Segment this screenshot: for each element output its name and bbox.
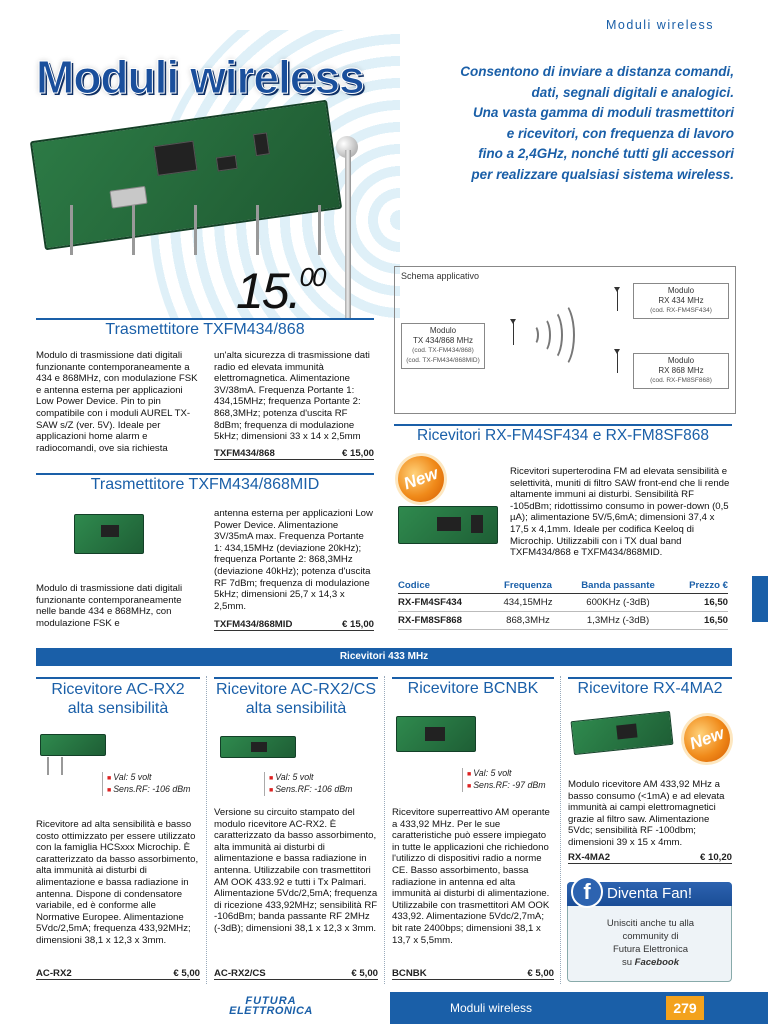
- bcnbk-title: Ricevitore BCNBK: [407, 680, 539, 697]
- acrx2cs-specs: ■ Val: 5 volt ■ Sens.RF: -106 dBm: [264, 772, 352, 796]
- acrx2cs-desc: Versione su circuito stampato del modulo ricevitore AC-RX2. È caratterizzato da basso assorbimento, alta immunità ai disturbi di alimentazione e bassa radiazione in antenna. Utilizzabile con trasmettitori AM OOK 433.92 e tutti i Tx Palmari. Alimentazione 5Vdc/2,5mA; frequenza di ricezione 433,92MHz; sensibilità RF -106dBm; banda passante RF 2MHz (-3dB); dimensioni 38,1 x 12,3 x 3mm.: [214, 807, 378, 934]
- acrx2cs-title: Ricevitore AC-RX2/CS alta sensibilità: [215, 681, 377, 717]
- table-row: RX-FM8SF868 868,3MHz 1,3MHz (-3dB) 16,50: [398, 612, 728, 630]
- bcnbk-priceline: BCNBK € 5,00: [392, 968, 554, 979]
- fan-text: Unisciti anche tu alla community di Futura Elettronica su Facebook: [606, 918, 695, 968]
- section-title: Moduli wireless: [606, 18, 714, 32]
- bcnbk-specs: ■ Val: 5 volt ■ Sens.RF: -97 dBm: [462, 768, 546, 792]
- rx4ma2-board-image: [570, 711, 673, 755]
- category-bar: Ricevitori 433 MHz: [36, 648, 732, 666]
- schema-rx868-box: Modulo RX 868 MHz (cod. RX-FM8SF868): [633, 353, 729, 389]
- page-number: 279: [666, 996, 704, 1020]
- rx4ma2-title: Ricevitore RX-4MA2: [577, 680, 723, 697]
- rxfm-board-image: [398, 506, 498, 544]
- fan-title: Diventa Fan!: [607, 885, 693, 902]
- acrx2cs-priceline: AC-RX2/CS € 5,00: [214, 968, 378, 979]
- tx1-desc-1: Modulo di trasmissione dati digitali funzionante contemporaneamente a 434 e 868MHz, con modulazione FSK e antenna esterna per applicazioni Low Power Device. Pin to pin compatibile con i moduli AUREL TX-SAW s/Z (ver. 5V). Ideale per applicazioni home alarm e radiocomandi, ove sia richiesta: [36, 350, 198, 454]
- schema-rx434-box: Modulo RX 434 MHz (cod. RX-FM4SF434): [633, 283, 729, 319]
- schema-tx-box: Modulo TX 434/868 MHz (cod. TX-FM434/868) (cod. TX-FM434/868MID): [401, 323, 485, 369]
- acrx2-priceline: AC-RX2 € 5,00: [36, 968, 200, 979]
- intro-text: Consentono di inviare a distanza comandi, dati, segnali digitali e analogici. Una vasta gamma di moduli trasmettitori e ricevitori, con frequenza di lavoro fino a 2,4GHz, nonché tutti gli accessori per realizzare qualsiasi sistema wireless.: [460, 64, 734, 182]
- side-tab: [752, 576, 768, 622]
- rxfm-desc: Ricevitori superterodina FM ad elevata sensibilità e selettività, muniti di filtro SAW front-end che li rende altamente immuni ai disturbi. Sensibilità RF -105dBm; ridottissimo consumo in power-down (0,5 µA); alimentazione 5V/5,6mA; dimensioni 37,4 x 17,5 x 4,1mm. Ideale per codifica Keeloq di Microchip. Utilizzabili con i TX dual band TXFM434/868 e TXFM434/868MID.: [510, 466, 730, 559]
- new-badge: New: [678, 710, 737, 769]
- rxfm-title: Ricevitori RX-FM4SF434 e RX-FM8SF868: [417, 427, 709, 444]
- acrx2-desc: Ricevitore ad alta sensibilità e basso costo ottimizzato per essere utilizzato con la famiglia HCSxxx Microchip. È caratterizzato da basso assorbimento, alta immunità ai disturbi di alimentazione e bassa radiazione in antenna. Dispone di condensatore variabile, ed è conforme alle Normative Europee. Alimentazione 5Vdc/2,5mA; frequenza 433,92MHz; dimensioni 38,1 x 12,3 x 3mm.: [36, 819, 199, 946]
- tx2-priceline: TXFM434/868MID € 15,00: [214, 619, 374, 630]
- futura-logo: FUTURA ELETTRONICA: [229, 995, 313, 1017]
- rxfm-table: Codice Frequenza Banda passante Prezzo € RX-FM4SF434 434,15MHz 600KHz (-3dB) 16,50 RX-FM8SF868 868,3MHz 1,3MHz (-3dB) 16,50: [398, 578, 728, 630]
- acrx2-board-image: [40, 734, 106, 756]
- rx4ma2-priceline: RX-4MA2 € 10,20: [568, 852, 732, 863]
- tx2-board-image: [74, 514, 144, 554]
- module-pins: [70, 205, 340, 255]
- facebook-icon: f: [571, 876, 603, 908]
- tx2-title: Trasmettitore TXFM434/868MID: [90, 476, 320, 493]
- footer-label: Moduli wireless: [450, 1001, 533, 1015]
- rx4ma2-desc: Modulo ricevitore AM 433,92 MHz a basso consumo (<1mA) e ad elevata immunità ai campi elettromagnetici grazie al filtro saw. Alimentazione 5Vdc; sensibilità RF -100dbm; dimensioni 39 x 15 x 4mm.: [568, 779, 725, 848]
- acrx2-title: Ricevitore AC-RX2 alta sensibilità: [51, 681, 185, 717]
- footer-bar: [390, 992, 768, 1024]
- acrx2-specs: ■ Val: 5 volt ■ Sens.RF: -106 dBm: [102, 772, 190, 796]
- tx1-title: Trasmettitore TXFM434/868: [105, 321, 305, 338]
- table-row: RX-FM4SF434 434,15MHz 600KHz (-3dB) 16,50: [398, 594, 728, 612]
- hero-price: 15.00: [236, 262, 325, 319]
- new-badge: New: [392, 450, 451, 509]
- antenna-mast: [345, 150, 351, 320]
- application-schema: Schema applicativo Modulo TX 434/868 MHz (cod. TX-FM434/868) (cod. TX-FM434/868MID) Modulo RX 434 MHz (cod. RX-FM4SF434) Modulo RX 868 MHz (cod. RX-FM8SF868): [394, 266, 736, 414]
- tx1-priceline: TXFM434/868 € 15,00: [214, 448, 374, 459]
- bcnbk-desc: Ricevitore superreattivo AM operante a 433,92 MHz. Per le sue caratteristiche può essere impiegato in tutte le applicazioni che richiedono l'utilizzo di dispositivi radio a norme CE. Basso assorbimento, bassa radiazione in antenna ed alta immunità ai disturbi di alimentazione. Utilizzabile con trasmettitori AM OOK 433,92. Alimentazione 5Vdc/2,7mA; bit rate 2400bps; dimensioni 38,1 x 13,7 x 5,5mm.: [392, 807, 550, 946]
- acrx2cs-board-image: [220, 736, 296, 758]
- tx2-desc-2: antenna esterna per applicazioni Low Power Device. Alimentazione 3V/35mA max. Frequenza Portante 1: 434,15MHz (deviazione 20kHz); frequenza Portante 2: 868,3MHz (deviazione 40kHz); potenza d'uscita RF 7dBm; frequenza di modulazione 5kHz; dimensioni 25,7 x 14,3 x 2,5mm.: [214, 508, 373, 612]
- page-title: Moduli wireless: [36, 51, 364, 103]
- tx1-desc-2: un'alta sicurezza di trasmissione dati radio ed elevata immunità elettromagnetica. Alimentazione 3V/38mA. Frequenza Portante 1: 434,15MHz; frequenza Portante 2: 868,3MHz; potenza d'uscita RF 8dBm; frequenza di modulazione 5kHz; dimensioni 33 x 14 x 2,5mm: [214, 350, 370, 443]
- tx2-desc-1: Modulo di trasmissione dati digitali funzionante contemporaneamente nelle bande 434 e 868MHz, con modulazione FSK e: [36, 583, 183, 629]
- bcnbk-board-image: [396, 716, 476, 752]
- facebook-fan-box[interactable]: [567, 879, 732, 982]
